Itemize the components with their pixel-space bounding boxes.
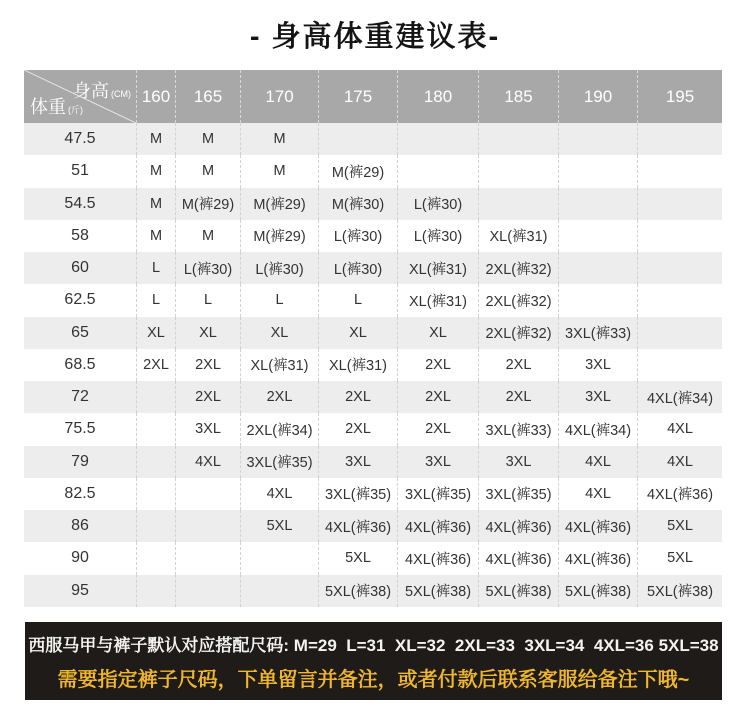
size-cell: M: [136, 123, 175, 155]
size-cell: XL(裤31): [397, 284, 478, 316]
weight-cell: 58: [71, 226, 89, 244]
weight-unit: (斤): [68, 105, 83, 115]
size-cell: 3XL(裤35): [478, 478, 558, 510]
size-cell: 5XL(裤38): [397, 575, 478, 607]
size-cell: 4XL: [558, 446, 637, 478]
size-cell: [558, 252, 637, 284]
size-cell: 5XL(裤38): [558, 575, 637, 607]
size-cell: [637, 252, 722, 284]
size-cell: L(裤30): [318, 220, 397, 252]
table-row: [24, 284, 722, 316]
size-cell: XL(裤31): [397, 252, 478, 284]
size-cell: L: [240, 284, 318, 316]
size-cell: 2XL: [478, 381, 558, 413]
size-cell: [558, 123, 637, 155]
size-cell: M: [175, 155, 240, 187]
size-cell: M: [240, 155, 318, 187]
size-cell: [558, 220, 637, 252]
weight-cell: 95: [71, 581, 89, 599]
size-cell: [637, 349, 722, 381]
size-cell: 5XL: [240, 510, 318, 542]
size-cell: L: [136, 284, 175, 316]
weight-cell: 79: [71, 452, 89, 470]
size-cell: XL: [318, 317, 397, 349]
size-cell: 4XL(裤36): [478, 542, 558, 574]
size-cell: [637, 123, 722, 155]
size-cell: [637, 284, 722, 316]
height-header-185: 185: [478, 70, 558, 123]
size-cell: 4XL: [637, 446, 722, 478]
table-row: [24, 220, 722, 252]
table-header-row: [24, 70, 722, 123]
size-cell: XL: [175, 317, 240, 349]
height-label: 身高: [73, 81, 109, 101]
size-cell: [136, 478, 175, 510]
table-row: [24, 349, 722, 381]
size-cell: 3XL(裤35): [397, 478, 478, 510]
size-cell: [558, 155, 637, 187]
size-cell: [240, 575, 318, 607]
size-cell: 4XL: [175, 446, 240, 478]
size-cell: L: [136, 252, 175, 284]
size-cell: L(裤30): [318, 252, 397, 284]
corner-cell: [24, 70, 136, 123]
size-cell: 2XL: [318, 413, 397, 445]
size-cell: XL(裤31): [240, 349, 318, 381]
size-cell: [637, 188, 722, 220]
size-cell: [558, 284, 637, 316]
size-cell: M(裤29): [175, 188, 240, 220]
size-cell: 5XL(裤38): [318, 575, 397, 607]
size-cell: 2XL: [175, 381, 240, 413]
size-cell: L(裤30): [240, 252, 318, 284]
size-cell: M(裤29): [318, 155, 397, 187]
size-cell: XL(裤31): [478, 220, 558, 252]
table-body: [24, 123, 722, 607]
size-cell: 4XL: [558, 478, 637, 510]
size-cell: [175, 575, 240, 607]
size-cell: XL: [136, 317, 175, 349]
weight-cell: 72: [71, 388, 89, 406]
weight-label: 体重: [30, 97, 66, 117]
size-cell: 2XL: [175, 349, 240, 381]
size-cell: [637, 220, 722, 252]
size-cell: 2XL(裤32): [478, 252, 558, 284]
size-cell: [136, 510, 175, 542]
weight-cell: 68.5: [64, 355, 96, 373]
size-cell: [478, 155, 558, 187]
height-header-160: 160: [136, 70, 175, 123]
weight-axis-label: [30, 93, 83, 119]
table-row: [24, 542, 722, 574]
weight-cell: 86: [71, 517, 89, 535]
footer-note-box: [25, 622, 722, 700]
table-row: [24, 317, 722, 349]
height-header-190: 190: [558, 70, 637, 123]
size-cell: [136, 413, 175, 445]
default-size-mapping-note: 西服马甲与裤子默认对应搭配尺码: M=29 L=31 XL=32 2XL=33 3XL=34 4XL=36 5XL=38: [28, 635, 719, 655]
height-header-180: 180: [397, 70, 478, 123]
size-cell: L(裤30): [397, 188, 478, 220]
size-cell: M: [175, 220, 240, 252]
size-cell: [397, 123, 478, 155]
page-title: - 身高体重建议表-: [249, 21, 501, 53]
height-header-195: 195: [637, 70, 722, 123]
table-row: [24, 123, 722, 155]
size-cell: 2XL(裤34): [240, 413, 318, 445]
size-table: [24, 70, 722, 607]
size-cell: 4XL: [637, 413, 722, 445]
size-cell: [478, 188, 558, 220]
size-cell: 2XL: [397, 381, 478, 413]
size-cell: 4XL(裤36): [318, 510, 397, 542]
size-cell: 3XL(裤33): [558, 317, 637, 349]
table-row: [24, 446, 722, 478]
size-cell: 3XL(裤35): [318, 478, 397, 510]
weight-cell: 51: [71, 162, 89, 180]
size-cell: [136, 575, 175, 607]
size-cell: M(裤29): [240, 220, 318, 252]
size-cell: [558, 188, 637, 220]
size-cell: [240, 542, 318, 574]
size-cell: 2XL: [136, 349, 175, 381]
size-cell: XL: [240, 317, 318, 349]
weight-cell: 54.5: [64, 194, 96, 212]
size-cell: M: [136, 188, 175, 220]
weight-cell: 90: [71, 549, 89, 567]
size-cell: 3XL: [175, 413, 240, 445]
size-cell: 2XL(裤32): [478, 284, 558, 316]
height-header-170: 170: [240, 70, 318, 123]
size-cell: 4XL(裤34): [558, 413, 637, 445]
size-cell: [397, 155, 478, 187]
table-row: [24, 381, 722, 413]
size-cell: M(裤30): [318, 188, 397, 220]
size-cell: 4XL(裤36): [397, 510, 478, 542]
weight-cell: 75.5: [64, 420, 96, 438]
weight-cell: 62.5: [64, 291, 96, 309]
size-cell: 4XL(裤34): [637, 381, 722, 413]
size-cell: 4XL(裤36): [478, 510, 558, 542]
weight-cell: 47.5: [64, 130, 96, 148]
size-cell: 5XL(裤38): [637, 575, 722, 607]
size-cell: 4XL(裤36): [637, 478, 722, 510]
table-row: [24, 510, 722, 542]
size-cell: 3XL: [558, 381, 637, 413]
size-cell: [637, 317, 722, 349]
size-cell: L: [318, 284, 397, 316]
size-cell: [318, 123, 397, 155]
table-row: [24, 413, 722, 445]
size-cell: 4XL(裤36): [558, 510, 637, 542]
table-row: [24, 478, 722, 510]
size-cell: [136, 542, 175, 574]
customer-service-note: 需要指定裤子尺码，下单留言并备注，或者付款后联系客服给备注下哦~: [57, 668, 690, 691]
size-cell: XL(裤31): [318, 349, 397, 381]
size-cell: 2XL: [397, 413, 478, 445]
size-cell: M: [175, 123, 240, 155]
size-cell: XL: [397, 317, 478, 349]
size-cell: [175, 510, 240, 542]
size-cell: M(裤29): [240, 188, 318, 220]
weight-cell: 65: [71, 323, 89, 341]
size-cell: 3XL(裤33): [478, 413, 558, 445]
size-cell: 4XL(裤36): [558, 542, 637, 574]
size-cell: [136, 446, 175, 478]
size-cell: 3XL: [558, 349, 637, 381]
height-header-165: 165: [175, 70, 240, 123]
size-cell: 3XL: [318, 446, 397, 478]
size-cell: L(裤30): [397, 220, 478, 252]
size-cell: 3XL: [397, 446, 478, 478]
size-cell: 5XL(裤38): [478, 575, 558, 607]
size-cell: 2XL: [478, 349, 558, 381]
weight-cell: 60: [71, 259, 89, 277]
size-cell: 2XL: [240, 381, 318, 413]
size-cell: 3XL: [478, 446, 558, 478]
size-cell: 5XL: [637, 542, 722, 574]
size-cell: 2XL: [397, 349, 478, 381]
size-cell: 3XL(裤35): [240, 446, 318, 478]
size-cell: [136, 381, 175, 413]
height-unit: (CM): [111, 89, 131, 99]
table-row: [24, 252, 722, 284]
size-cell: M: [136, 220, 175, 252]
size-cell: 2XL: [318, 381, 397, 413]
weight-cell: 82.5: [64, 484, 96, 502]
table-row: [24, 155, 722, 187]
size-cell: [175, 542, 240, 574]
size-cell: M: [136, 155, 175, 187]
table-row: [24, 575, 722, 607]
size-cell: 4XL: [240, 478, 318, 510]
height-header-175: 175: [318, 70, 397, 123]
size-cell: L: [175, 284, 240, 316]
size-cell: M: [240, 123, 318, 155]
table-row: [24, 188, 722, 220]
size-cell: 4XL(裤36): [397, 542, 478, 574]
size-cell: 5XL: [637, 510, 722, 542]
size-cell: [478, 123, 558, 155]
size-cell: [637, 155, 722, 187]
size-cell: L(裤30): [175, 252, 240, 284]
size-cell: 2XL(裤32): [478, 317, 558, 349]
size-cell: 5XL: [318, 542, 397, 574]
size-cell: [175, 478, 240, 510]
